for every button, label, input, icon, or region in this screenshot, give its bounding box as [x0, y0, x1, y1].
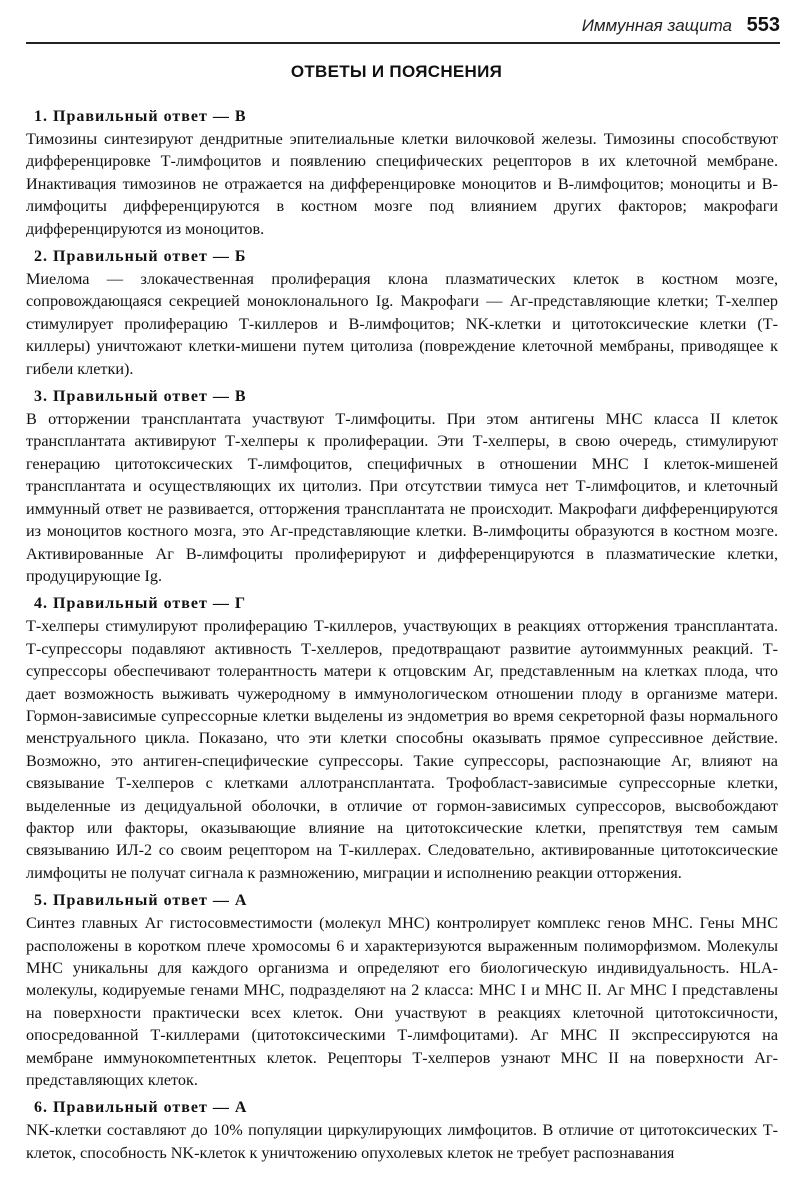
answer-text: NK-клетки составляют до 10% популяции циркулирующих лимфоцитов. В отличие от цитотоксических Т-клеток, способность NK-клеток к уничтожению опухолевых клеток не требует распознавания [26, 1121, 778, 1162]
answer-item-1 [26, 106, 778, 240]
section-title: Иммунная защита [581, 16, 732, 35]
page-title: ОТВЕТЫ И ПОЯСНЕНИЯ [290, 62, 503, 81]
answer-heading: 1. Правильный ответ — В [34, 108, 247, 125]
answer-heading: 2. Правильный ответ — Б [34, 248, 247, 266]
answers-list [26, 106, 778, 1170]
answer-heading: 4. Правильный ответ — Г [34, 595, 246, 613]
answer-item-6 [26, 1097, 778, 1164]
answer-heading: 3. Правильный ответ — В [34, 388, 247, 406]
answer-text: Тимозины синтезируют дендритные эпителиальные клетки вилочковой железы. Тимозины способствуют дифференцировке Т-лимфоцитов и появлению специфических рецепторов в их клеточной мембране. Инактивация тимозинов не отражается на дифференцировке моноцитов и В-лимфоцитов; моноциты и В-лимфоциты дифференцируются в костном мозге под влиянием других факторов; макрофаги дифференцируются из моноцитов. [26, 130, 778, 238]
answer-text: Миелома — злокачественная пролиферация клона плазматических клеток в костном мозге, сопровождающаяся секрецией моноклонального Ig. Макрофаги — Аг-представляющие клетки; Т-хелпер стимулирует пролиферацию Т-киллеров и В-лимфоцитов; NK-клетки и цитотоксические клетки (Т-киллеры) уничтожают клетки-мишени путем цитолиза (повреждение клеточной мембраны, приводящее к гибели клетки). [26, 270, 778, 378]
answer-heading: 5. Правильный ответ — А [34, 892, 248, 910]
answer-item-5 [26, 890, 778, 1091]
page-number: 553 [746, 14, 780, 36]
answer-text: В отторжении трансплантата участвуют Т-лимфоциты. При этом антигены МНС класса II клеток трансплантата активируют Т-хелперы к пролиферации. Эти Т-хелперы, в свою очередь, стимулируют генерацию цитотоксических Т-лимфоцитов, специфичных в отношении МНС I клеток-мишеней трансплантата и осуществляющих их цитолиз. При отсутствии тимуса нет Т-лимфоцитов, и клеточный иммунный ответ не развивается, отторжения трансплантата не происходит. Макрофаги дифференцируются из моноцитов костного мозга, это Аг-представляющие клетки. В-лимфоциты образуются в костном мозге. Активированные Аг В-лимфоциты пролиферируют и дифференцируются в плазматические клетки, продуцирующие Ig. [26, 410, 778, 585]
answer-text: Т-хелперы стимулируют пролиферацию Т-киллеров, участвующих в реакциях отторжения трансплантата. Т-супрессоры подавляют активность Т-хеллеров, предотвращают развитие аутоиммунных реакций. Т-супрессоры обеспечивают толерантность матери к отцовским Аг, представленным на клетках плода, что дает возможность выживать чужеродному в иммунологическом отношении плоду в организме матери. Гормон-зависимые супрессорные клетки выделены из эндометрия во время секреторной фазы нормального менструального цикла. Показано, что эти клетки способны оказывать прямое супрессивное действие. Возможно, это антиген-специфические супрессоры. Такие супрессоры, распознающие Аг, влияют на связывание Т-хелперов с клетками аллотрансплантата. Трофобласт-зависимые супрессорные клетки, выделенные из децидуальной оболочки, в отличие от гормон-зависимых супрессоров, высвобождают фактор или факторы, оказывающие влияние на цитотоксические клетки, препятствуя тем самым связыванию ИЛ-2 со своим рецептором на Т-киллерах. Следовательно, активированные цитотоксические лимфоциты не получат сигнала к размножению, миграции и исполнению реакции отторжения. [26, 617, 778, 882]
answer-item-3 [26, 386, 778, 587]
answer-item-4 [26, 593, 778, 884]
answer-heading: 6. Правильный ответ — А [34, 1099, 248, 1117]
running-header [26, 14, 780, 44]
answer-item-2 [26, 246, 778, 380]
answer-text: Синтез главных Аг гистосовместимости (молекул МНС) контролирует комплекс генов МНС. Гены МНС расположены в коротком плече хромосомы 6 и характеризуются выраженным полиморфизмом. Молекулы МНС уникальны для каждого организма и определяют его биологическую индивидуальность. HLA-молекулы, кодируемые генами МНС, подразделяют на 2 класса: МНС I и МНС II. Аг МНС I представлены на поверхности практически всех клеток. Они участвуют в реакциях клеточной цитотоксичности, опосредованной Т-киллерами (цитотоксическими Т-лимфоцитами). Аг МНС II экспрессируются на мембране иммунокомпетентных клеток. Рецепторы Т-хелперов узнают МНС II на поверхности Аг-представляющих клеток. [26, 914, 778, 1090]
